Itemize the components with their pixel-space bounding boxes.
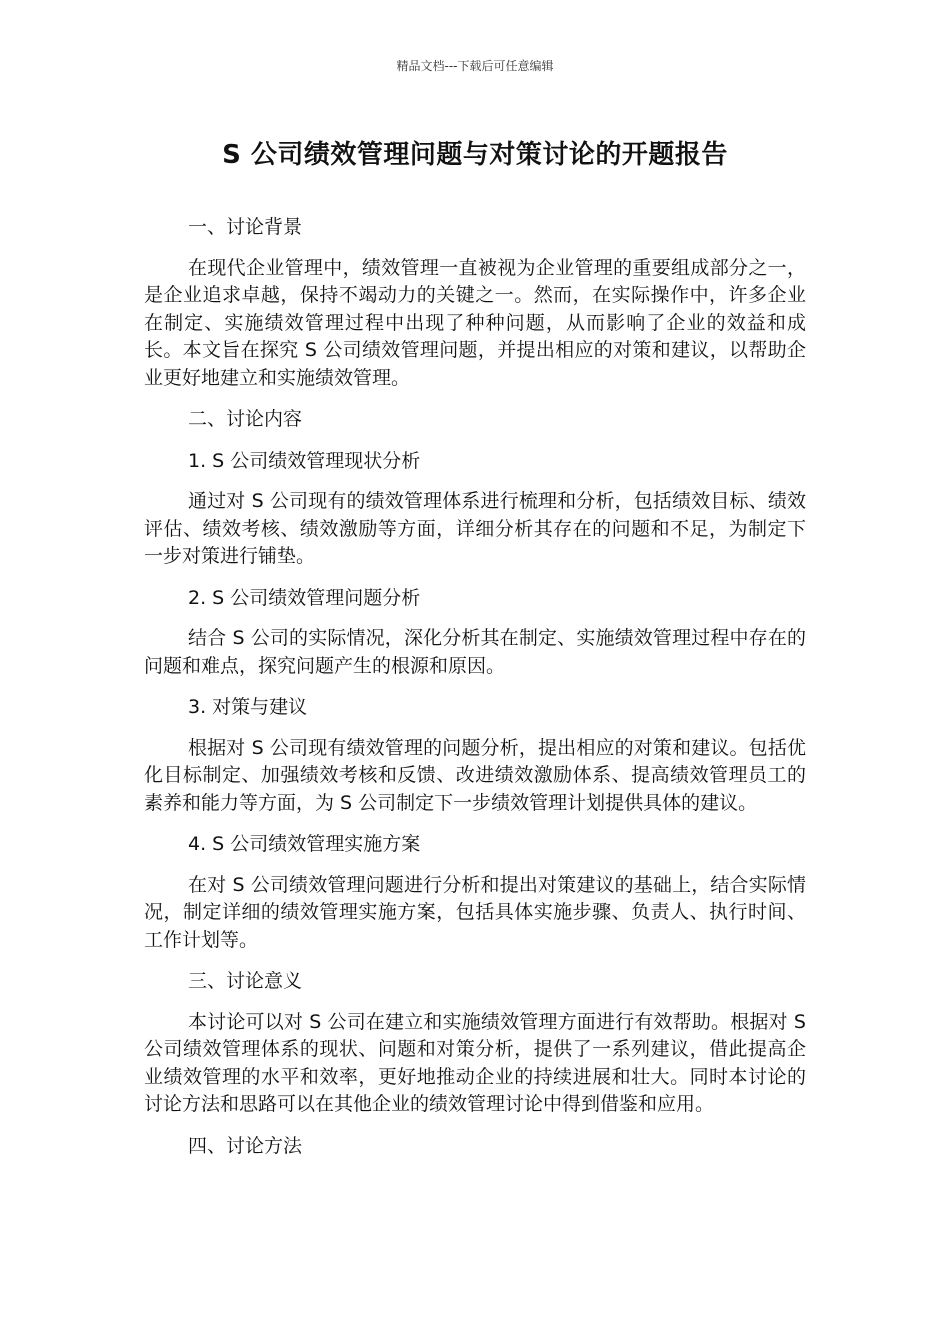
section-heading-background: 一、讨论背景 <box>188 216 303 238</box>
section-heading-methods: 四、讨论方法 <box>188 1134 303 1157</box>
section-heading-content: 二、讨论内容 <box>188 408 303 430</box>
subheading-problem-analysis: 2. S 公司绩效管理问题分析 <box>188 586 421 609</box>
document-body <box>144 214 806 1160</box>
paragraph-problem-analysis: 结合 S 公司的实际情况，深化分析其在制定、实施绩效管理过程中存在的问题和难点，探究问题产生的根源和原因。 <box>144 627 806 677</box>
paragraph-implementation-plan: 在对 S 公司绩效管理问题进行分析和提出对策建议的基础上，结合实际情况，制定详细的绩效管理实施方案，包括具体实施步骤、负责人、执行时间、工作计划等。 <box>144 873 806 951</box>
subheading-implementation-plan: 4. S 公司绩效管理实施方案 <box>188 833 421 855</box>
paragraph-countermeasures: 根据对 S 公司现有绩效管理的问题分析，提出相应的对策和建议。包括优化目标制定、加强绩效考核和反馈、改进绩效激励体系、提高绩效管理员工的素养和能力等方面，为 S 公司制定下一步绩效管理计划提供具体的建议。 <box>144 736 806 814</box>
document-title: S 公司绩效管理问题与对策讨论的开题报告 <box>222 140 728 170</box>
paragraph-significance: 本讨论可以对 S 公司在建立和实施绩效管理方面进行有效帮助。根据对 S 公司绩效管理体系的现状、问题和对策分析，提供了一系列建议，借此提高企业绩效管理的水平和效率，更好地推动企业的持续进展和壮大。同时本讨论的讨论方法和思路可以在其他企业的绩效管理讨论中得到借鉴和应用。 <box>144 1010 806 1115</box>
subheading-status-analysis: 1. S 公司绩效管理现状分析 <box>188 449 421 472</box>
header-note: 精品文档---下载后可任意编辑 <box>396 59 554 73</box>
section-heading-significance: 三、讨论意义 <box>188 970 303 992</box>
paragraph-background: 在现代企业管理中，绩效管理一直被视为企业管理的重要组成部分之一，是企业追求卓越，保持不竭动力的关键之一。然而，在实际操作中，许多企业在制定、实施绩效管理过程中出现了种种问题，从而影响了企业的效益和成长。本文旨在探究 S 公司绩效管理问题，并提出相应的对策和建议，以帮助企业更好地建立和实施绩效管理。 <box>144 256 806 389</box>
paragraph-status-analysis: 通过对 S 公司现有的绩效管理体系进行梳理和分析，包括绩效目标、绩效评估、绩效考核、绩效激励等方面，详细分析其存在的问题和不足，为制定下一步对策进行铺垫。 <box>144 490 806 567</box>
subheading-countermeasures: 3. 对策与建议 <box>188 696 308 718</box>
